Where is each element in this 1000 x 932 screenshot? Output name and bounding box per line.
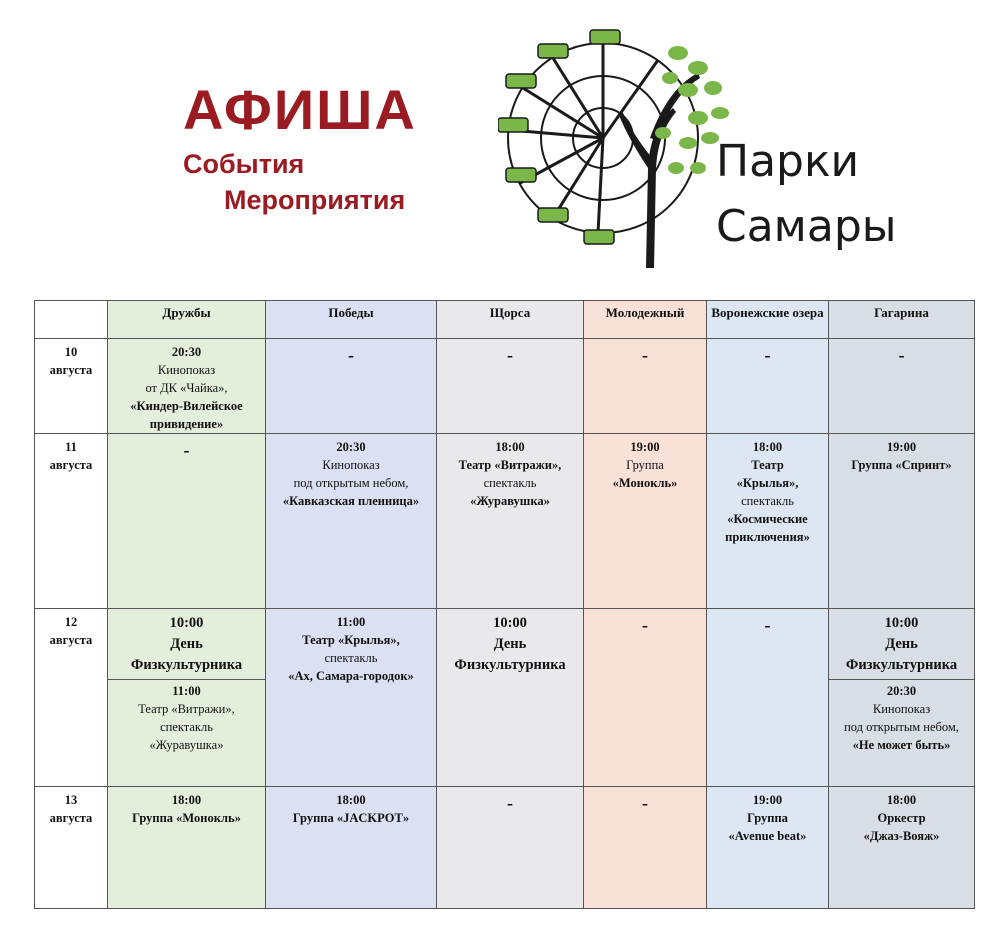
schedule-table: [34, 300, 975, 909]
event-cell: -: [584, 787, 707, 909]
table-row: [35, 609, 975, 787]
event-cell: -: [829, 339, 975, 434]
event-cell: -: [108, 434, 266, 609]
brand-parks: Парки: [716, 136, 860, 187]
event-cell: 20:30 Кинопоказ от ДК «Чайка», «Киндер-Вилейское привидение»: [108, 339, 266, 434]
parks-logo-icon: [498, 18, 748, 268]
table-row: [35, 339, 975, 434]
date-cell: 11 августа: [35, 434, 108, 609]
event-cell: -: [707, 339, 829, 434]
event-split: 11:00 Театр «Витражи», спектакль «Журавушка»: [108, 679, 265, 754]
event-split: 20:30 Кинопоказ под открытым небом, «Не может быть»: [829, 679, 974, 754]
subtitle-activities: Мероприятия: [224, 185, 406, 215]
table-row: [35, 787, 975, 909]
subtitle-events: События: [183, 149, 305, 179]
table-row: [35, 434, 975, 609]
date-cell: 12 августа: [35, 609, 108, 787]
event-cell: -: [707, 609, 829, 787]
event-cell: 18:00 Оркестр «Джаз-Вояж»: [829, 787, 975, 909]
event-cell: 18:00 Группа «JACKPOT»: [266, 787, 437, 909]
event-cell: 18:00 Театр «Витражи», спектакль «Журавушка»: [437, 434, 584, 609]
header-corner: [35, 301, 108, 339]
event-cell: 18:00 Группа «Монокль»: [108, 787, 266, 909]
header: [0, 0, 1000, 290]
event-cell: -: [437, 339, 584, 434]
event-cell: -: [584, 609, 707, 787]
event-cell: 18:00 Театр «Крылья», спектакль «Космические приключения»: [707, 434, 829, 609]
column-gagarina: Гагарина: [829, 301, 975, 339]
event-cell: 19:00 Группа «Монокль»: [584, 434, 707, 609]
column-druzhby: Дружбы: [108, 301, 266, 339]
event-cell: 10:00 День Физкультурника: [437, 609, 584, 787]
event-cell: -: [266, 339, 437, 434]
date-cell: 10 августа: [35, 339, 108, 434]
column-molodezhny: Молодежный: [584, 301, 707, 339]
column-voronezh: Воронежские озера: [707, 301, 829, 339]
event-cell: 10:00 День Физкультурника 11:00 Театр «Витражи», спектакль «Журавушка»: [108, 609, 266, 787]
event-cell: 19:00 Группа «Avenue beat»: [707, 787, 829, 909]
date-cell: 13 августа: [35, 787, 108, 909]
event-cell: -: [437, 787, 584, 909]
table-header-row: [35, 301, 975, 339]
event-cell: 11:00 Театр «Крылья», спектакль «Ах, Самара-городок»: [266, 609, 437, 787]
event-cell: 19:00 Группа «Спринт»: [829, 434, 975, 609]
column-pobedy: Победы: [266, 301, 437, 339]
brand-samara: Самары: [716, 201, 897, 252]
event-cell: 10:00 День Физкультурника 20:30 Кинопоказ под открытым небом, «Не может быть»: [829, 609, 975, 787]
event-cell: 20:30 Кинопоказ под открытым небом, «Кавказская пленница»: [266, 434, 437, 609]
column-shchorsa: Щорса: [437, 301, 584, 339]
event-cell: -: [584, 339, 707, 434]
page-title: АФИША: [183, 78, 417, 141]
